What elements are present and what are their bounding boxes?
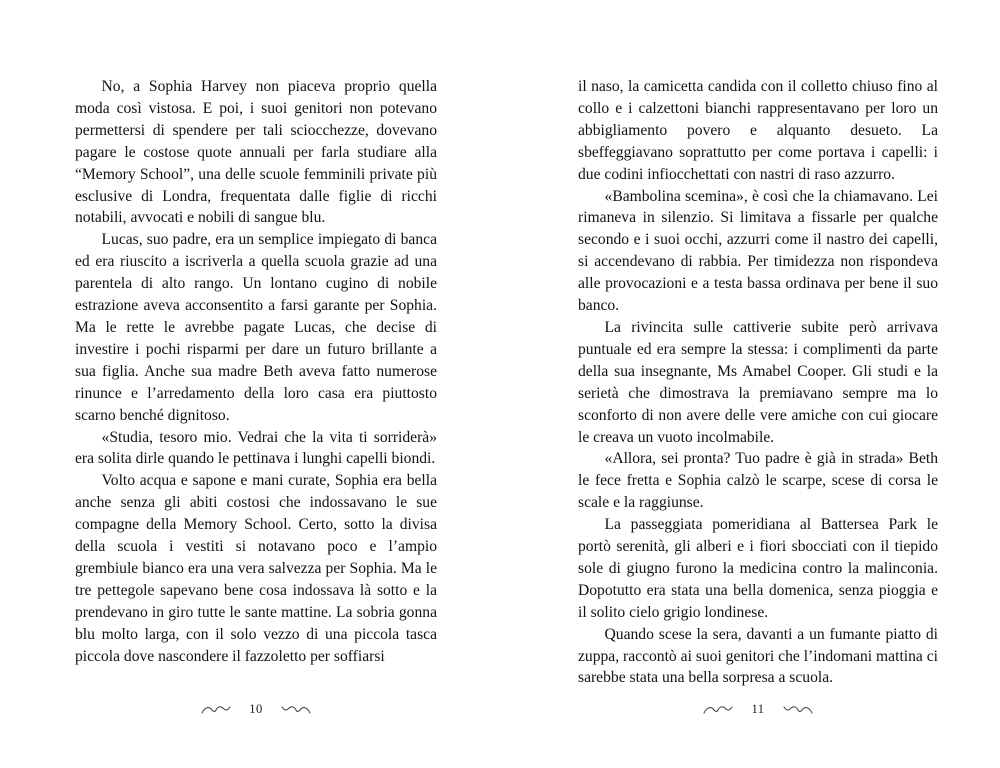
- flourish-icon: [783, 704, 813, 716]
- page-number: 11: [751, 702, 765, 716]
- paragraph: il naso, la camicetta candida con il colletto chiuso fino al collo e i calzettoni bianchi rappresentavano per loro un abbigliamento povero e alquanto desueto. La sbeffeggiavano soprattutto per come portava i capelli: i due codini infiocchettati con nastri di raso azzurro.: [578, 78, 938, 183]
- paragraph: La passeggiata pomeridiana al Battersea Park le portò serenità, gli alberi e i fiori sbocciati con il tiepido sole di giugno furono la medicina contro la malinconia. Dopotutto era stata una bella domenica, senza pioggia e il solito cielo grigio londinese.: [578, 516, 938, 621]
- left-page: [75, 0, 437, 768]
- left-page-text: [75, 76, 437, 667]
- flourish-icon: [281, 704, 311, 716]
- paragraph: La rivincita sulle cattiverie subite però arrivava puntuale ed era sempre la stessa: i complimenti da parte della sua insegnante, Ms Amabel Cooper. Gli studi e la serietà che dimostrava la premiavano sempre ma lo sconforto di non avere delle vere amiche con cui giocare le creava un vuoto incolmabile.: [578, 318, 938, 446]
- paragraph: «Studia, tesoro mio. Vedrai che la vita ti sorriderà» era solita dirle quando le pettinava i lunghi capelli biondi.: [75, 428, 437, 468]
- right-page-text: [578, 76, 938, 689]
- paragraph: No, a Sophia Harvey non piaceva proprio quella moda così vistosa. E poi, i suoi genitori non potevano permettersi di spendere per tali sciocchezze, dovevano pagare le costose quote annuali per farla studiare alla “Memory School”, una delle scuole femminili private più esclusive di Londra, frequentata dalle figlie di ricchi notabili, avvocati e nobili di sangue blu.: [75, 78, 437, 227]
- paragraph: Lucas, suo padre, era un semplice impiegato di banca ed era riuscito a iscriverla a quella scuola grazie ad una parentela di alto rango. Un lontano cugino di nobile estrazione aveva acconsentito a farsi garante per Sophia. Ma le rette le avrebbe pagate Lucas, che decise di investire i pochi risparmi per dare un futuro brillante a sua figlia. Anche sua madre Beth aveva fatto numerose rinunce e l’arredamento della loro casa era piuttosto scarno benché dignitoso.: [75, 231, 437, 424]
- right-page-footer: [578, 702, 938, 717]
- paragraph: «Allora, sei pronta? Tuo padre è già in strada» Beth le fece fretta e Sophia calzò le scarpe, scese di corsa le scale e la raggiunse.: [578, 450, 938, 512]
- paragraph: «Bambolina scemina», è così che la chiamavano. Lei rimaneva in silenzio. Si limitava a fissarle per qualche secondo e i suoi occhi, azzurri come il nastro dei capelli, si accendevano di rabbia. Per timidezza non rispondeva alle provocazioni e a testa bassa ordinava per bene il suo banco.: [578, 187, 938, 315]
- flourish-icon: [201, 704, 231, 716]
- paragraph: Quando scese la sera, davanti a un fumante piatto di zuppa, raccontò ai suoi genitori che l’indomani mattina ci sarebbe stata una bella sorpresa a scuola.: [578, 625, 938, 687]
- flourish-icon: [703, 704, 733, 716]
- right-page: [578, 0, 938, 768]
- page-number: 10: [249, 702, 263, 716]
- left-page-footer: [75, 702, 437, 717]
- paragraph: Volto acqua e sapone e mani curate, Sophia era bella anche senza gli abiti costosi che indossavano le sue compagne della Memory School. Certo, sotto la divisa della scuola i vestiti si notavano poco e l’ampio grembiule bianco era una vera salvezza per Sophia. Ma le tre pettegole sapevano bene cosa indossava là sotto e la prendevano in giro tutte le sante mattine. La sobria gonna blu molto larga, con il solo vezzo di una piccola tasca piccola dove nascondere il fazzoletto per soffiarsi: [75, 472, 437, 665]
